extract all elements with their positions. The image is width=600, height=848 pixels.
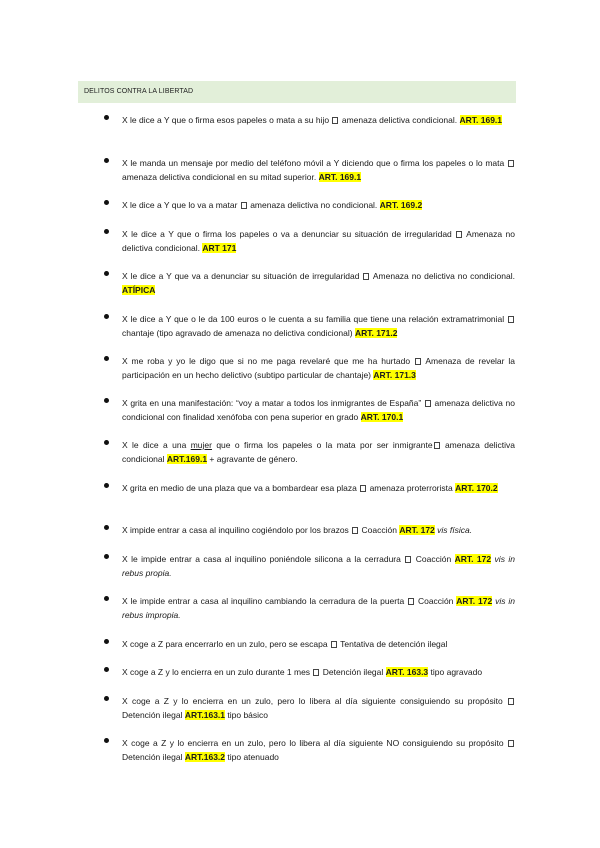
article-ref: ART. 172 bbox=[454, 554, 492, 564]
bullet-icon bbox=[104, 356, 109, 361]
list-item-text: X le impide entrar a casa al inquilino poniéndole silicona a la cerradura Coacción ART. 172 vis in rebus propia. bbox=[122, 554, 515, 578]
bullet-icon bbox=[104, 483, 109, 488]
list-item-text: X le manda un mensaje por medio del teléfono móvil a Y diciendo que o firma los papeles o lo mata amenaza delictiva condicional en su mitad superior. ART. 169.1 bbox=[122, 156, 515, 184]
bullet-icon bbox=[104, 398, 109, 403]
arrow-symbol-icon bbox=[508, 316, 514, 323]
arrow-symbol-icon bbox=[508, 698, 514, 705]
list-item-text: X le dice a Y que o le da 100 euros o le cuenta a su familia que tiene una relación extramatrimonial chantaje (tipo agravado de amenaza no delictiva condicional) ART. 171.2 bbox=[122, 312, 515, 340]
arrow-symbol-icon bbox=[508, 740, 514, 747]
list-item-text: X grita en una manifestación: “voy a matar a todos los inmigrantes de España” amenaza delictiva no condicional con finalidad xenófoba con pena superior en grado ART. 170.1 bbox=[122, 398, 515, 422]
bullet-icon bbox=[104, 314, 109, 319]
list-item-text: X le dice a Y que o firma esos papeles o mata a su hijo amenaza delictiva condicional. ART. 169.1 bbox=[122, 115, 503, 125]
arrow-symbol-icon bbox=[363, 273, 369, 280]
arrow-symbol-icon bbox=[425, 400, 431, 407]
article-ref: ART. 169.1 bbox=[459, 115, 503, 125]
list-item-text: X me roba y yo le digo que si no me paga revelaré que me ha hurtado Amenaza de revelar la participación en un hecho delictivo (subtipo particular de chantaje) ART. 171.3 bbox=[122, 356, 515, 380]
arrow-symbol-icon bbox=[415, 358, 421, 365]
bullet-icon bbox=[104, 229, 109, 234]
article-ref: ART. 170.2 bbox=[455, 483, 498, 493]
article-ref: ART. 169.1 bbox=[318, 172, 362, 182]
article-ref: ART. 169.2 bbox=[379, 200, 423, 210]
bullet-icon bbox=[104, 667, 109, 672]
article-ref: ART. 172 bbox=[456, 596, 493, 606]
article-ref: ART. 171.2 bbox=[354, 328, 398, 338]
article-ref: ART.163.1 bbox=[184, 710, 226, 720]
arrow-symbol-icon bbox=[408, 598, 414, 605]
arrow-symbol-icon bbox=[360, 485, 366, 492]
arrow-symbol-icon bbox=[456, 231, 462, 238]
bullet-icon bbox=[104, 596, 109, 601]
list-item-text: X coge a Z y lo encierra en un zulo, pero lo libera al día siguiente consiguiendo su propósito Detención ilegal ART.163.1 tipo básico bbox=[122, 694, 515, 722]
arrow-symbol-icon bbox=[352, 527, 358, 534]
list-item-text: X le dice a Y que va a denunciar su situación de irregularidad Amenaza no delictiva no condicional. ATÍPICA bbox=[122, 271, 515, 295]
bullet-icon bbox=[104, 696, 109, 701]
list-item-text: X le impide entrar a casa al inquilino cambiando la cerradura de la puerta Coacción ART. 172 vis in rebus impropia. bbox=[122, 596, 515, 620]
bullet-icon bbox=[104, 639, 109, 644]
bullet-icon bbox=[104, 738, 109, 743]
bullet-icon bbox=[104, 525, 109, 530]
article-ref: ART. 170.1 bbox=[360, 412, 404, 422]
article-ref: ART.163.2 bbox=[184, 752, 226, 762]
bullet-icon bbox=[104, 200, 109, 205]
bullet-icon bbox=[104, 158, 109, 163]
article-ref: ART. 172 bbox=[399, 525, 435, 535]
arrow-symbol-icon bbox=[241, 202, 247, 209]
article-ref: ART 171 bbox=[202, 243, 237, 253]
article-ref: ART.169.1 bbox=[166, 454, 208, 464]
list-item-text: X le dice a Y que lo va a matar amenaza delictiva no condicional. ART. 169.2 bbox=[122, 200, 423, 210]
section-title: DELITOS CONTRA LA LIBERTAD bbox=[84, 88, 194, 95]
bullet-icon bbox=[104, 271, 109, 276]
article-ref: ATÍPICA bbox=[122, 285, 156, 295]
list-item-text: X le dice a Y que o firma los papeles o va a denunciar su situación de irregularidad Amenaza no delictiva condicional. ART 171 bbox=[122, 229, 515, 253]
bullet-icon bbox=[104, 554, 109, 559]
list-item-text: X grita en medio de una plaza que va a bombardear esa plaza amenaza proterrorista ART. 170.2 bbox=[122, 483, 498, 493]
list-item-text: X coge a Z y lo encierra en un zulo, pero lo libera al día siguiente NO consiguiendo su propósito Detención ilegal ART.163.2 tipo atenuado bbox=[122, 736, 515, 764]
bullet-icon bbox=[104, 115, 109, 120]
arrow-symbol-icon bbox=[405, 556, 411, 563]
list-item-text: X impide entrar a casa al inquilino cogiéndolo por los brazos Coacción ART. 172 vis física. bbox=[122, 525, 473, 535]
list-item-text: X coge a Z para encerrarlo en un zulo, pero se escapa Tentativa de detención ilegal bbox=[122, 639, 448, 649]
bullet-icon bbox=[104, 440, 109, 445]
arrow-symbol-icon bbox=[508, 160, 514, 167]
list-item-text: X le dice a una mujer que o firma los papeles o la mata por ser inmigrante amenaza delictiva condicional ART.169.1 + agravante de género. bbox=[122, 440, 515, 464]
arrow-symbol-icon bbox=[434, 442, 440, 449]
article-ref: ART. 171.3 bbox=[373, 370, 416, 380]
list-item-text: X coge a Z y lo encierra en un zulo durante 1 mes Detención ilegal ART. 163.3 tipo agravado bbox=[122, 667, 483, 677]
arrow-symbol-icon bbox=[332, 117, 338, 124]
arrow-symbol-icon bbox=[331, 641, 337, 648]
arrow-symbol-icon bbox=[313, 669, 319, 676]
article-ref: ART. 163.3 bbox=[385, 667, 429, 677]
